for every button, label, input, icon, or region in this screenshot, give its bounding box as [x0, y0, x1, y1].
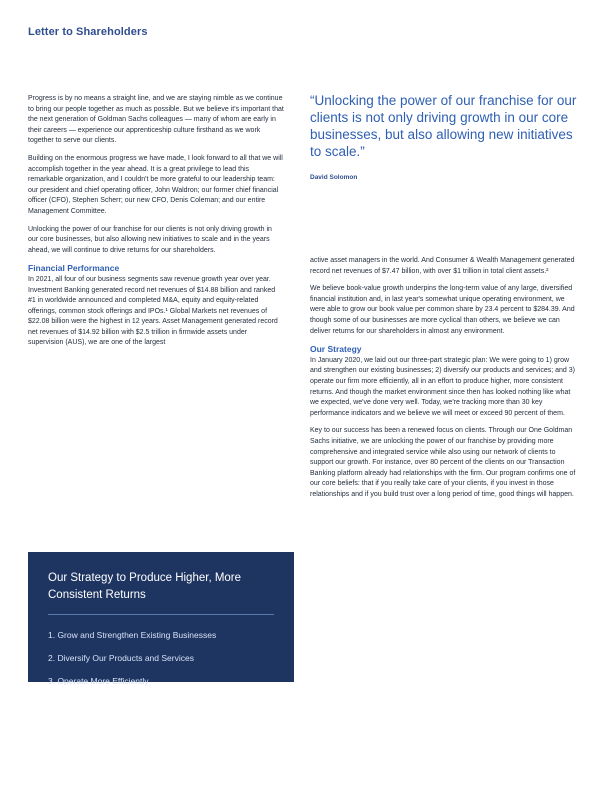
body-paragraph: Building on the enormous progress we have made, I look forward to all that we will accomplish together in the year ahead. It is a great privilege to lead this remarkable organization, and I couldn't be more grateful to our leadership team: our president and chief operating officer, John Waldron; our former chief financial officer (CFO), Stephen Scherr; our new CFO, Denis Coleman; and our entire Management Committee.: [28, 154, 283, 215]
strategy-paragraph: Key to our success has been a renewed focus on clients. Through our One Goldman Sachs initiative, we are unlocking the power of our franchise by providing more comprehensive and integrated service while also using our network of clients to support our growth. For instance, over 80 percent of the clients on our Transaction Banking platform already had relationships with the firm. Our program confirms one of our core beliefs: that if you really take care of your clients, if you invest in those relationships and if you build trust over a long period of time, good things will happen.: [310, 427, 576, 498]
financial-performance-heading: Financial Performance: [28, 263, 120, 274]
left-column: [28, 94, 284, 356]
pull-quote: [310, 92, 578, 184]
financial-paragraph: In 2021, all four of our business segments saw revenue growth year over year. Investment Banking generated record net revenues of $14.88 billion and ranked #1 in worldwide announced and completed M&A, equity and equity-related offerings, common stock offerings and IPOs.¹ Global Markets net revenues of $22.08 billion were the highest in 12 years. Asset Management generated record net revenues of $14.92 billion with $2.5 trillion in firmwide assets under supervision (AUS), we are one of the largest: [28, 275, 278, 347]
strategy-item-grow: 1. Grow and Strengthen Existing Businesses: [48, 630, 217, 640]
quote-author: David Solomon: [310, 174, 358, 181]
strategy-item-operate: 3. Operate More Efficiently: [48, 676, 149, 686]
strategy-callout-box: [28, 552, 294, 686]
body-paragraph: active asset managers in the world. And Consumer & Wealth Management generated record net revenues of $7.47 billion, with over $1 trillion in total client assets.²: [310, 257, 575, 275]
divider: [48, 614, 274, 615]
our-strategy-heading: Our Strategy: [310, 344, 362, 355]
body-paragraph: Unlocking the power of our franchise for our clients is not only driving growth in our core businesses, but also allowing new initiatives to scale and in the years ahead, we will continue to drive returns for our shareholders.: [28, 225, 272, 254]
body-paragraph: We believe book-value growth underpins the long-term value of any large, diversified financial institution and, in last year's somewhat unique operating environment, we were able to grow our book value per common share by 23.4 percent to $284.39. And though some of our businesses are more cyclical than others, we believe we can deliver returns for our shareholders in almost any environment.: [310, 285, 575, 335]
strategy-box-title: Our Strategy to Produce Higher, More Consistent Returns: [48, 572, 242, 601]
strategy-list: [48, 630, 278, 699]
body-paragraph: Progress is by no means a straight line, and we are staying nimble as we continue to bring our people together as much as possible. But we believe it's important that the next generation of Goldman Sachs colleagues — many of whom are early in their careers — experience our apprenticeship culture firsthand as we work together to serve our clients.: [28, 95, 284, 145]
strategy-paragraph: In January 2020, we laid out our three-part strategic plan: We were going to 1) grow and strengthen our existing businesses; 2) diversify our products and services; and 3) operate our firm more efficiently, all in an effort to produce higher, more consistent returns. And though the market environment since then has looked nothing like what we expected, we've done very well. Today, we're tracking more than 30 key performance indicators and we believe we will meet or exceed 90 percent of them.: [310, 356, 575, 417]
right-column: [310, 256, 578, 507]
quote-text: “Unlocking the power of our franchise for our clients is not only driving growth in our core businesses, but also allowing new initiatives to scale.”: [310, 93, 577, 159]
page-title: Letter to Shareholders: [28, 26, 148, 38]
strategy-item-diversify: 2. Diversify Our Products and Services: [48, 653, 194, 663]
